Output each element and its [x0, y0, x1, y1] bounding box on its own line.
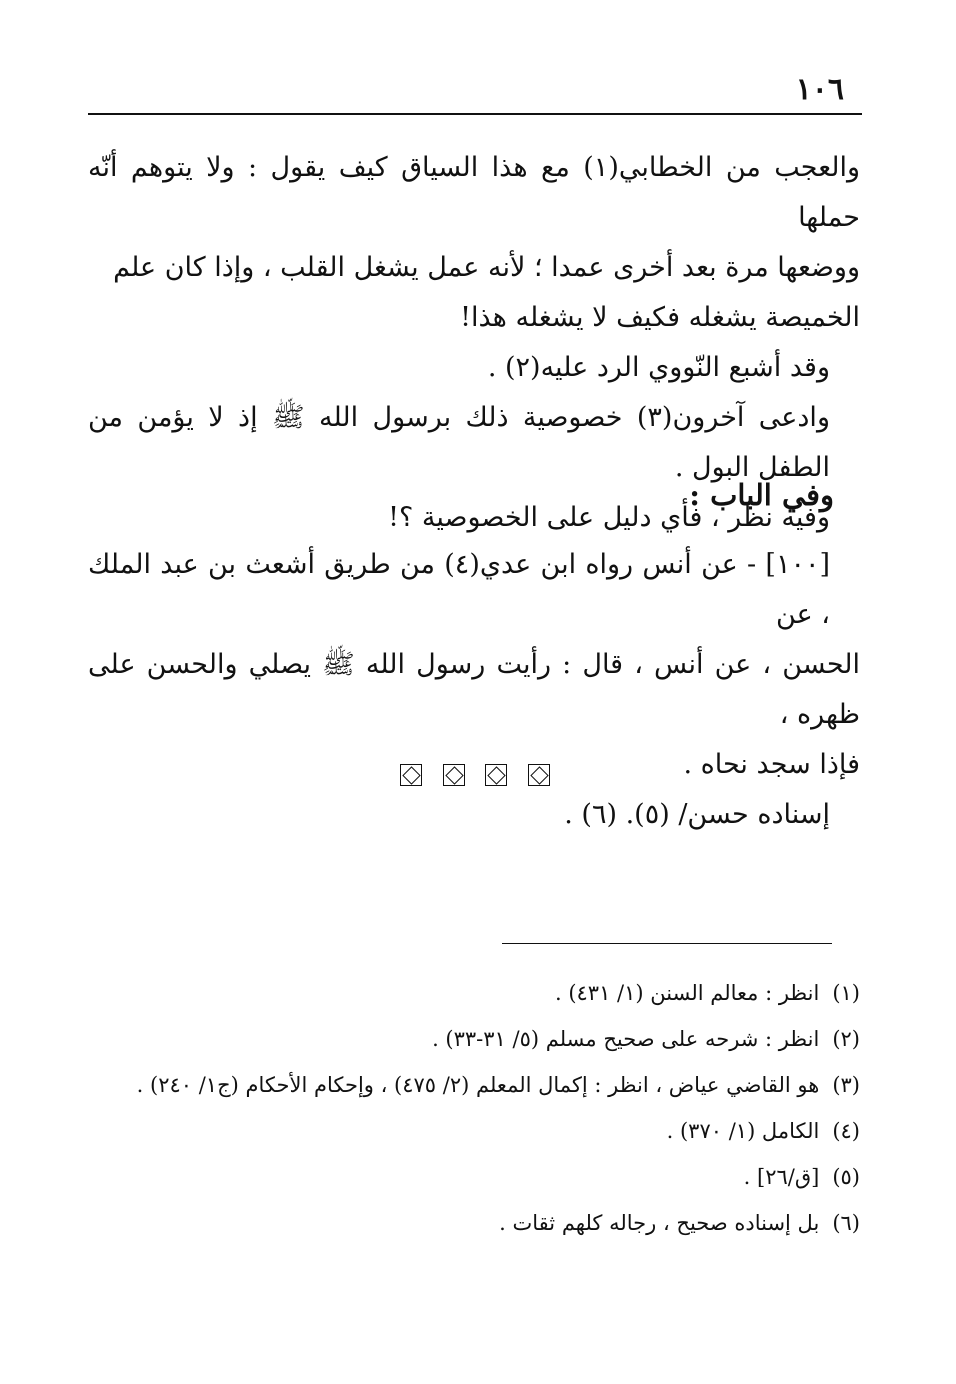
- text-line: [١٠٠] - عن أنس رواه ابن عدي(٤) من طريق أشعث بن عبد الملك ، عن: [88, 549, 831, 630]
- footnote-text: انظر : معالم السنن (١/ ٤٣١) .: [554, 981, 820, 1005]
- text-line: وادعى آخرون(٣) خصوصية ذلك برسول الله ﷺ إذ لا يؤمن من الطفل البول .: [88, 402, 830, 483]
- ornament-icon: [528, 764, 550, 786]
- footnote-text: [ق/٢٦] .: [743, 1165, 820, 1189]
- footnote-text: بل إسناده صحيح ، رجاله كلهم ثقات .: [499, 1211, 820, 1235]
- text-line: الخميصة يشغله فكيف لا يشغله هذا!: [460, 302, 860, 333]
- text-line: وفيه نظر ، فأي دليل على الخصوصية ؟!: [388, 502, 830, 533]
- footnote-rule: [502, 943, 832, 944]
- footnote-text: الكامل (١/ ٣٧٠) .: [666, 1119, 820, 1143]
- footnote-text: هو القاضي عياض ، انظر : إكمال المعلم (٢/ ٤٧٥) ، وإحكام الأحكام (ج١/ ٢٤٠) .: [136, 1073, 820, 1097]
- header-rule: [88, 113, 862, 115]
- footnote: [88, 1108, 860, 1154]
- ornament-icon: [485, 764, 507, 786]
- footnote: [88, 1200, 860, 1246]
- section-divider-ornaments: [400, 764, 550, 786]
- text-line: فإذا سجد نحاه .: [683, 749, 860, 780]
- text-line: ووضعها مرة بعد أخرى عمدا ؛ لأنه عمل يشغل القلب ، وإذا كان علم: [113, 252, 860, 283]
- footnote: [88, 970, 860, 1016]
- text-line: الحسن ، عن أنس ، قال : رأيت رسول الله ﷺ يصلي والحسن على ظهره ،: [88, 649, 860, 730]
- hadith-paragraph: [88, 540, 860, 840]
- page-number: ١٠٦: [795, 72, 844, 107]
- footnote-number: (٥): [832, 1165, 860, 1189]
- footnote: [88, 1062, 860, 1108]
- footnote: [88, 1154, 860, 1200]
- footnote-number: (٢): [832, 1027, 860, 1051]
- footnote: [88, 1016, 860, 1062]
- ornament-icon: [443, 764, 465, 786]
- text-line: والعجب من الخطابي(١) مع هذا السياق كيف يقول : ولا يتوهم أنّه حملها: [88, 152, 860, 233]
- footnote-text: انظر : شرحه على صحيح مسلم (٥/ ٣١-٣٣) .: [432, 1027, 820, 1051]
- footnote-number: (٦): [832, 1211, 860, 1235]
- footnote-number: (١): [832, 981, 860, 1005]
- footnotes: [88, 970, 860, 1246]
- section-heading: وفي الباب :: [689, 478, 834, 512]
- footnote-number: (٤): [832, 1119, 860, 1143]
- ornament-icon: [400, 764, 422, 786]
- text-line: وقد أشبع النّووي الرد عليه(٢) .: [487, 352, 830, 383]
- footnote-number: (٣): [832, 1073, 860, 1097]
- text-line: إسناده حسن/ (٥). (٦) .: [564, 799, 830, 830]
